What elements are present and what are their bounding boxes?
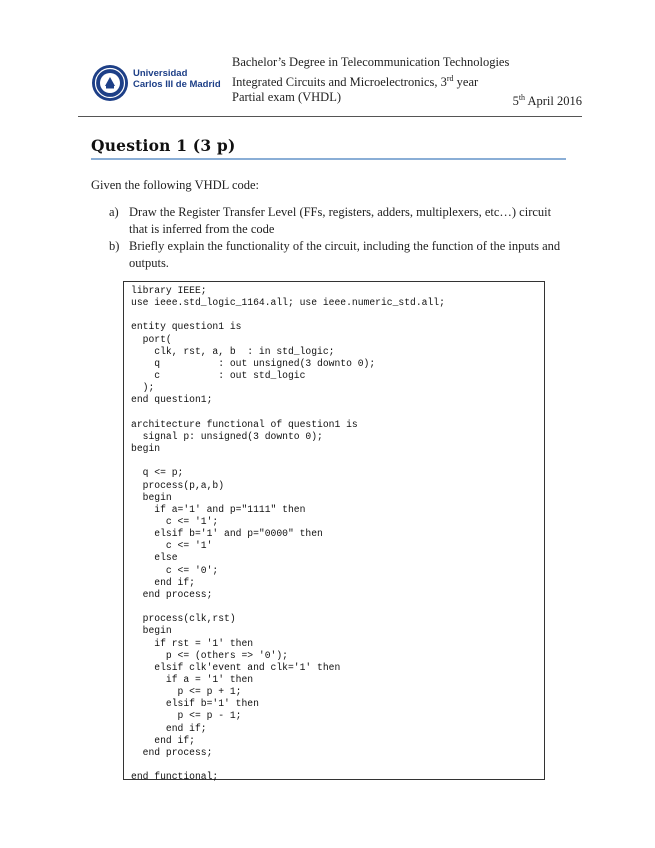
code-line: end process; (131, 588, 213, 600)
item-label: b) (109, 239, 120, 253)
code-line: entity question1 is (131, 321, 242, 333)
code-line: end if; (131, 722, 207, 734)
code-line: process(p,a,b) (131, 479, 225, 491)
question-item-a (109, 204, 569, 238)
exam-name: Partial exam (VHDL) (232, 90, 341, 105)
code-line: signal p: unsigned(3 downto 0); (131, 430, 323, 442)
code-line: port( (131, 333, 172, 345)
code-line: p <= p - 1; (131, 710, 242, 722)
university-name-line1: Universidad (133, 68, 188, 79)
course-title (232, 71, 582, 91)
code-line: library IEEE; (131, 285, 207, 296)
header-divider (78, 116, 582, 117)
code-line: elsif b='1' and p="0000" then (131, 528, 323, 540)
code-line: use ieee.std_logic_1164.all; use ieee.numeric_std.all; (131, 297, 445, 309)
code-line: if a = '1' then (131, 674, 254, 685)
code-line: c <= '0'; (131, 564, 219, 576)
exam-date (513, 90, 582, 110)
question-title-underline (91, 158, 566, 160)
course-name: Integrated Circuits and Microelectronics, 3 (232, 74, 447, 89)
code-line: c <= '1'; (131, 515, 219, 527)
code-line: if rst = '1' then (131, 637, 254, 649)
code-line: q <= p; (131, 467, 184, 479)
code-line: process(clk,rst) (131, 613, 236, 625)
vhdl-code (131, 285, 445, 783)
code-line: clk, rst, a, b : in std_logic; (131, 345, 335, 357)
item-text: Draw the Register Transfer Level (FFs, registers, adders, multiplexers, etc…) circuit that is inferred from the code (129, 205, 552, 236)
item-label: a) (109, 205, 119, 219)
item-text: Briefly explain the functionality of the circuit, including the function of the inputs and outputs. (129, 239, 561, 270)
question-intro: Given the following VHDL code: (91, 178, 260, 192)
code-line: else (131, 552, 178, 564)
code-line: p <= (others => '0'); (131, 649, 288, 661)
code-line: elsif b='1' then (131, 698, 259, 710)
code-line: begin (131, 625, 172, 637)
degree-title: Bachelor’s Degree in Telecommunication Technologies (232, 55, 510, 69)
date-day: 5 (512, 94, 519, 109)
university-name-line2: Carlos III de Madrid (133, 79, 221, 90)
code-line: p <= p + 1; (131, 686, 242, 698)
code-line: end if; (131, 734, 195, 746)
code-line: end functional; (131, 771, 219, 783)
date-ordinal: th (518, 93, 526, 103)
code-line: elsif clk'event and clk='1' then (131, 661, 341, 673)
code-line: architecture functional of question1 is (131, 418, 358, 430)
date-month-year: April 2016 (525, 94, 582, 109)
code-line: ); (131, 382, 155, 394)
course-ordinal: rd (446, 73, 454, 83)
university-seal-icon (91, 64, 129, 102)
exam-line (232, 90, 582, 109)
exam-header (232, 55, 582, 109)
code-line: end question1; (131, 394, 213, 406)
question-item-b (109, 238, 569, 272)
code-line: c : out std_logic (131, 370, 306, 382)
code-line: if a='1' and p="1111" then (131, 503, 306, 515)
university-name (133, 68, 221, 90)
code-line: c <= '1' (131, 540, 213, 552)
code-line: begin (131, 491, 172, 503)
code-line: end process; (131, 746, 213, 758)
code-line: end if; (131, 576, 195, 588)
code-line: begin (131, 443, 161, 455)
question-title: Question 1 (3 p) (91, 136, 236, 155)
code-line: q : out unsigned(3 downto 0); (131, 357, 376, 369)
question-items (109, 204, 569, 272)
course-year: year (453, 74, 479, 89)
vhdl-code-box (123, 281, 545, 783)
